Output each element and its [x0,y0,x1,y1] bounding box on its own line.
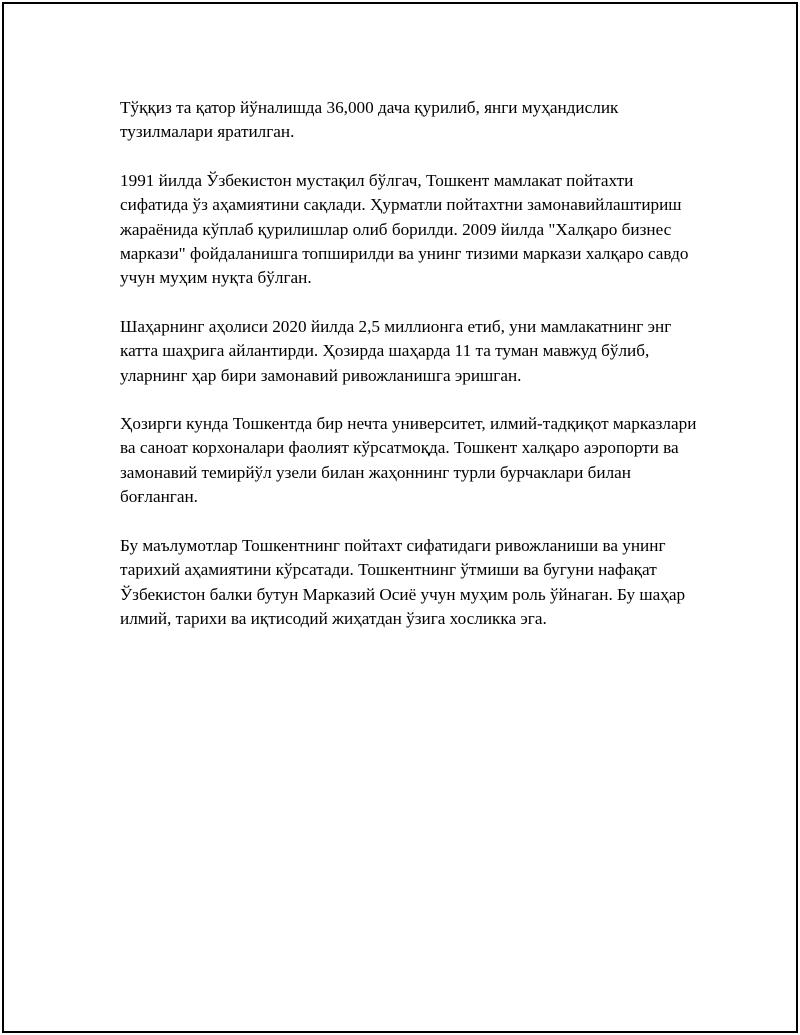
paragraph-2: 1991 йилда Ўзбекистон мустақил бўлгач, Тошкент мамлакат пойтахти сифатида ўз аҳамиятини сақлади. Ҳурматли пойтахтни замонавийлаштириш жараёнида кўплаб қурилишлар олиб борилди. 2009 йилда "Халқаро бизнес маркази" фойдаланишга топширилди ва унинг тизими маркази халқаро савдо учун муҳим нуқта бўлган. [120,170,689,288]
document-body [120,96,700,655]
paragraph-3: Шаҳарнинг аҳолиси 2020 йилда 2,5 миллионга етиб, уни мамлакатнинг энг катта шаҳрига айлантирди. Ҳозирда шаҳарда 11 та туман мавжуд бўлиб, уларнинг ҳар бири замонавий ривожланишга эришган. [120,316,672,385]
paragraph-4: Ҳозирги кунда Тошкентда бир нечта университет, илмий-тадқиқот марказлари ва саноат корхоналари фаолият кўрсатмоқда. Тошкент халқаро аэропорти ва замонавий темирйўл узели билан жаҳоннинг турли бурчаклари билан боғланган. [120,414,697,507]
paragraph-5: Бу маълумотлар Тошкентнинг пойтахт сифатидаги ривожланиши ва унинг тарихий аҳамиятини кўрсатади. Тошкентнинг ўтмиши ва бугуни нафақат Ўзбекистон балки бутун Марказий Осиё учун муҳим роль ўйнаган. Бу шаҳар илмий, тарихи ва иқтисодий жиҳатдан ўзига хосликка эга. [120,535,686,628]
paragraph-1: Тўққиз та қатор йўналишда 36,000 дача қурилиб, янги муҳандислик тузилмалари яратилган. [120,98,619,142]
page-frame [2,2,798,1033]
